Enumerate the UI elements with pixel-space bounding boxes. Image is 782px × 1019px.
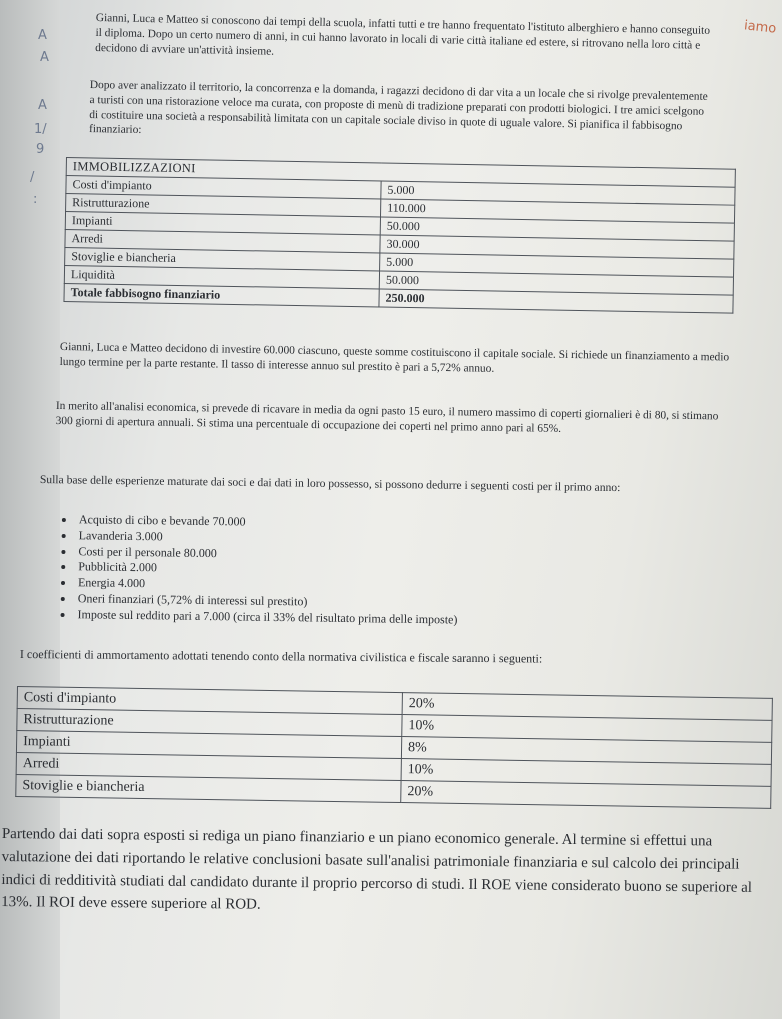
row-value: 110.000 — [381, 199, 735, 223]
handwritten-mark: A — [38, 98, 47, 113]
row-label: Ristrutturazione — [17, 709, 402, 737]
handwritten-mark: / — [30, 170, 35, 185]
list-item: • Imposte sul reddito pari a 7.000 (circa il 33% del risultato prima delle imposte) — [74, 607, 457, 628]
row-value: 30.000 — [380, 235, 734, 259]
list-item: • Energia 4.000 — [75, 576, 458, 597]
ammortamento-intro: I coefficienti di ammortamento adottati tenendo conto della normativa civilistica e fiscale saranno i seguenti: — [19, 647, 543, 666]
row-value: 10% — [401, 759, 771, 787]
intro-paragraph-1: Gianni, Luca e Matteo si conoscono dai tempi della scuola, infatti tutti e tre hanno frequentato l'istituto alberghiero e hanno conseguito il diploma. Dopo un certo numero di anni, in cui hanno lavorato in locali di varie città italiane ed estere, si ritrovano nella loro città e decidono di avviare un'attività insieme. — [95, 11, 711, 58]
financing-paragraph: Gianni, Luca e Matteo decidono di investire 60.000 ciascuno, queste somme costituiscono il capitale sociale. Si richiede un finanziamento a medio lungo termine per la parte restante. Il tasso di interesse annuo sul prestito è pari a 5,72% annuo. — [59, 340, 730, 375]
row-value: 20% — [402, 693, 772, 721]
row-value: 50.000 — [379, 271, 733, 295]
handwritten-mark: A — [38, 28, 47, 43]
costs-intro: Sulla base delle esperienze maturate dai soci e dai dati in loro possesso, si possono dedurre i seguenti costi per il primo anno: — [39, 472, 621, 495]
list-item: • Costi per il personale 80.000 — [75, 544, 458, 565]
conclusion-paragraph: Partendo dai dati sopra esposti si rediga un piano finanziario e un piano economico generale. Al termine si effettui una valutazione dei dati riportando le relative conclusioni basate sull'analisi patrimoniale finanziaria e sul calcolo dei principali indici di redditività studiati dal candidato durante il proprio percorso di studi. Il ROE viene considerato buono se superiore al 13%. Il ROI deve essere superiore al ROD. — [1, 825, 753, 914]
row-label: Ristrutturazione — [66, 194, 381, 217]
row-label: Impianti — [65, 212, 380, 235]
row-value: 10% — [402, 715, 772, 743]
ammortamento-table — [15, 686, 773, 809]
row-label: Arredi — [16, 752, 401, 780]
handwritten-mark: : — [33, 192, 38, 207]
row-label: Stoviglie e biancheria — [65, 247, 380, 270]
handwritten-mark: 9 — [36, 142, 45, 157]
row-value: 5.000 — [381, 181, 735, 205]
handwritten-note-top-right: iamo — [743, 18, 777, 37]
fabbisogno-table — [63, 157, 735, 314]
handwritten-mark: A — [40, 50, 49, 65]
row-label: Liquidità — [64, 265, 379, 288]
row-label: Impianti — [16, 731, 401, 759]
row-label: Arredi — [65, 229, 380, 252]
intro-paragraph-2: Dopo aver analizzato il territorio, la concorrenza e la domanda, i ragazzi decidono di dar vita a un locale che si rivolge prevalentemente a turisti con una ristorazione veloce ma curata, con proposte di menù di tradizione preparati con prodotti biologici. I tre amici scelgono di costituire una società a responsabilità limitata con un capitale sociale diviso in quote di uguale valore. Si pianifica il fabbisogno finanziario: — [88, 78, 708, 137]
row-value: 8% — [401, 737, 771, 765]
handwritten-mark: 1/ — [34, 122, 47, 137]
list-item: • Lavanderia 3.000 — [76, 528, 459, 549]
total-value: 250.000 — [379, 289, 733, 313]
costs-list — [60, 512, 458, 628]
row-label: Costi d'impianto — [66, 176, 381, 199]
list-item: • Pubblicità 2.000 — [75, 560, 458, 581]
table-title: IMMOBILIZZAZIONI — [66, 158, 735, 188]
row-value: 20% — [401, 781, 771, 809]
row-value: 5.000 — [380, 253, 734, 277]
row-label: Costi d'impianto — [17, 687, 402, 715]
total-label: Totale fabbisogno finanziario — [64, 283, 379, 306]
list-item: • Acquisto di cibo e bevande 70.000 — [76, 512, 459, 533]
row-label: Stoviglie e biancheria — [16, 774, 401, 802]
row-value: 50.000 — [380, 217, 734, 241]
revenues-paragraph: In merito all'analisi economica, si prevede di ricavare in media da ogni pasto 15 euro, il numero massimo di coperti giornalieri è di 80, si stimano 300 giorni di apertura annuali. Si stima una percentuale di occupazione dei coperti nel primo anno pari al 65%. — [55, 399, 719, 435]
list-item: • Oneri finanziari (5,72% di interessi sul prestito) — [75, 591, 458, 612]
